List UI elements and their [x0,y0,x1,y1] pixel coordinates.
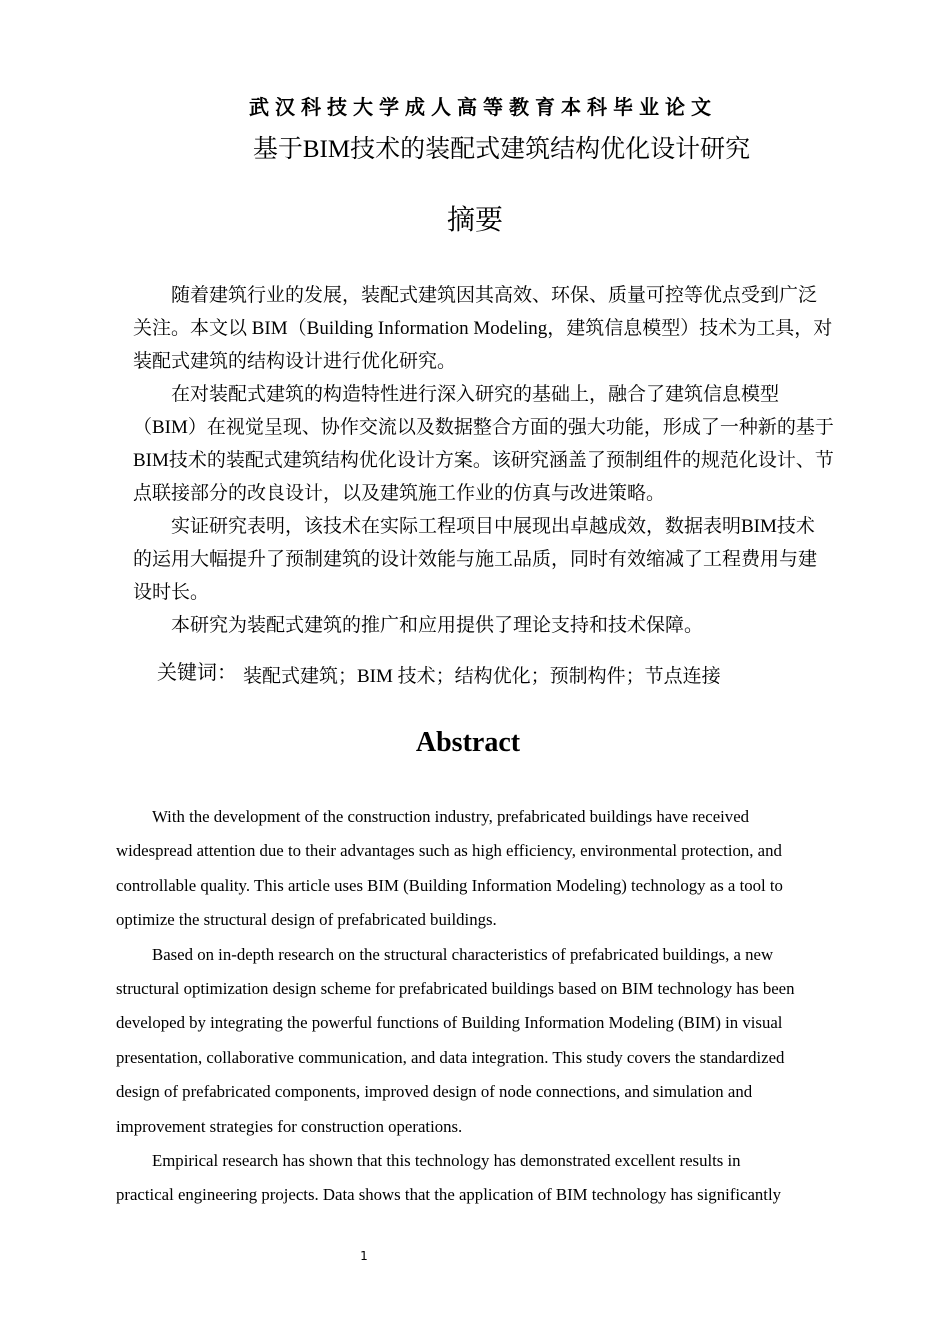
abstract-cn-line: 在对装配式建筑的构造特性进行深入研究的基础上，融合了建筑信息模型 [171,384,780,405]
abstract-en-line: Based on in-depth research on the structural characteristics of prefabricated buildings, a new [152,944,774,964]
thesis-header: 武汉科技大学成人高等教育本科毕业论文 [249,97,717,119]
keywords-label: 关键词： [157,660,237,684]
abstract-cn-line: 随着建筑行业的发展，装配式建筑因其高效、环保、质量可控等优点受到广泛 [171,285,818,306]
abstract-en-line: practical engineering projects. Data shows that the application of BIM technology has significantly [116,1185,781,1205]
abstract-en-line: Empirical research has shown that this technology has demonstrated excellent results in [152,1151,741,1171]
thesis-title: 基于BIM技术的装配式建筑结构优化设计研究 [252,136,751,163]
abstract-en-paragraph [116,938,876,1144]
abstract-cn-paragraph [133,609,853,642]
abstract-en-line: structural optimization design scheme for prefabricated buildings based on BIM technology has been [116,979,795,999]
abstract-cn-line: 装配式建筑的结构设计进行优化研究。 [133,351,457,372]
abstract-cn-line: （BIM）在视觉呈现、协作交流以及数据整合方面的强大功能，形成了一种新的基于 [133,417,834,438]
keywords-row [157,656,857,691]
abstract-en-body [116,800,876,1213]
abstract-cn-body [133,279,853,642]
abstract-en-line: developed by integrating the powerful functions of Building Information Modeling (BIM) in visual [116,1013,783,1033]
abstract-cn-line: 实证研究表明，该技术在实际工程项目中展现出卓越成效，数据表明BIM技术 [171,516,815,537]
abstract-cn-paragraph [133,378,853,510]
abstract-cn-line: 的运用大幅提升了预制建筑的设计效能与施工品质，同时有效缩减了工程费用与建 [133,549,818,570]
abstract-en-line: presentation, collaborative communication, and data integration. This study covers the standardized [116,1047,785,1067]
abstract-en-paragraph [116,800,876,938]
abstract-en-line: improvement strategies for construction operations. [116,1116,463,1136]
abstract-cn-line: 点联接部分的改良设计，以及建筑施工作业的仿真与改进策略。 [133,483,666,504]
abstract-en-heading: Abstract [415,727,521,758]
abstract-cn-line: BIM技术的装配式建筑结构优化设计方案。该研究涵盖了预制组件的规范化设计、节 [133,450,834,471]
page-number: 1 [360,1249,368,1263]
abstract-cn-paragraph [133,279,853,378]
abstract-cn-line: 本研究为装配式建筑的推广和应用提供了理论支持和技术保障。 [171,615,704,636]
abstract-en-paragraph [116,1144,876,1213]
abstract-cn-line: 关注。本文以 BIM（Building Information Modeling，建筑信息模型）技术为工具，对 [133,318,833,339]
abstract-en-line: controllable quality. This article uses BIM (Building Information Modeling) technology as a tool to [116,875,783,895]
abstract-cn-line: 设时长。 [133,582,210,603]
keywords-text: 装配式建筑；BIM 技术；结构优化；预制构件；节点连接 [243,666,721,687]
abstract-cn-paragraph [133,510,853,609]
abstract-en-line: widespread attention due to their advantages such as high efficiency, environmental protection, and [116,841,782,861]
abstract-en-line: optimize the structural design of prefabricated buildings. [116,910,497,930]
abstract-en-line: design of prefabricated components, improved design of node connections, and simulation and [116,1082,753,1102]
abstract-cn-heading: 摘要 [446,203,503,236]
abstract-en-line: With the development of the construction industry, prefabricated buildings have received [152,807,750,826]
